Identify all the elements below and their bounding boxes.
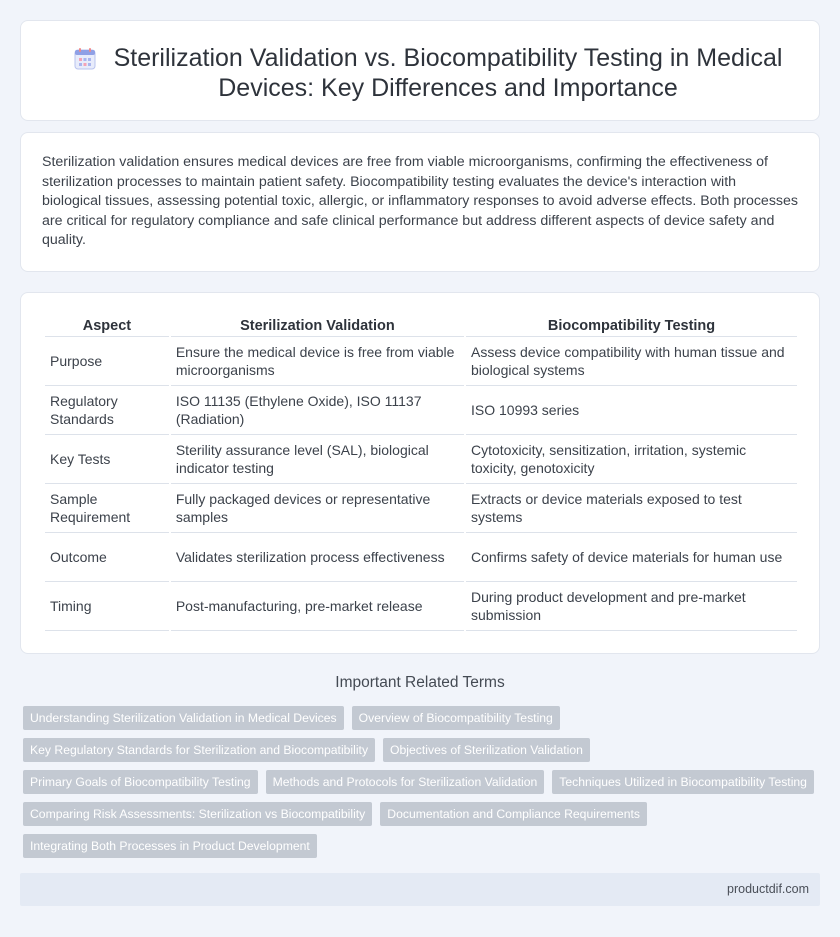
cell-aspect: Purpose bbox=[45, 337, 169, 386]
related-term-tag[interactable]: Documentation and Compliance Requirements bbox=[380, 802, 647, 826]
cell-biocompatibility: ISO 10993 series bbox=[466, 386, 797, 435]
cell-biocompatibility: Assess device compatibility with human tissue and biological systems bbox=[466, 337, 797, 386]
header-biocompatibility: Biocompatibility Testing bbox=[466, 313, 797, 337]
cell-sterilization: Sterility assurance level (SAL), biological indicator testing bbox=[171, 435, 464, 484]
related-term-tag[interactable]: Overview of Biocompatibility Testing bbox=[352, 706, 560, 730]
cell-aspect: Outcome bbox=[45, 533, 169, 582]
page-title: Sterilization Validation vs. Biocompatibility Testing in Medical Devices: Key Differences and Importance bbox=[113, 44, 783, 102]
intro-card bbox=[20, 132, 820, 272]
cell-aspect: Key Tests bbox=[45, 435, 169, 484]
related-term-tag[interactable]: Objectives of Sterilization Validation bbox=[383, 738, 590, 762]
cell-sterilization: Validates sterilization process effectiveness bbox=[171, 533, 464, 582]
comparison-table-card bbox=[20, 292, 820, 654]
related-term-tag[interactable]: Primary Goals of Biocompatibility Testing bbox=[23, 770, 258, 794]
footer bbox=[20, 873, 820, 906]
table-header-row bbox=[45, 313, 797, 337]
table-row bbox=[45, 582, 797, 631]
cell-aspect: Timing bbox=[45, 582, 169, 631]
cell-biocompatibility: Extracts or device materials exposed to test systems bbox=[466, 484, 797, 533]
related-terms-heading: Important Related Terms bbox=[335, 674, 505, 691]
cell-sterilization: ISO 11135 (Ethylene Oxide), ISO 11137 (Radiation) bbox=[171, 386, 464, 435]
related-term-tag[interactable]: Understanding Sterilization Validation in Medical Devices bbox=[23, 706, 344, 730]
intro-paragraph: Sterilization validation ensures medical devices are free from viable microorganisms, confirming the effectiveness of sterilization processes to maintain patient safety. Biocompatibility testing evaluates the device's interaction with biological tissues, assessing potential toxic, allergic, or inflammatory responses to avoid adverse effects. Both processes are critical for regulatory compliance and safe clinical performance but address different aspects of device safety and quality. bbox=[42, 154, 798, 248]
cell-sterilization: Post-manufacturing, pre-market release bbox=[171, 582, 464, 631]
calendar-icon bbox=[73, 47, 97, 71]
table-row bbox=[45, 533, 797, 582]
related-term-tag[interactable]: Techniques Utilized in Biocompatibility Testing bbox=[552, 770, 814, 794]
table-row bbox=[45, 435, 797, 484]
table-row bbox=[45, 484, 797, 533]
related-term-tag[interactable]: Key Regulatory Standards for Sterilization and Biocompatibility bbox=[23, 738, 375, 762]
cell-biocompatibility: Cytotoxicity, sensitization, irritation, systemic toxicity, genotoxicity bbox=[466, 435, 797, 484]
table-row bbox=[45, 337, 797, 386]
related-terms-list bbox=[23, 706, 823, 866]
related-term-tag[interactable]: Comparing Risk Assessments: Sterilization vs Biocompatibility bbox=[23, 802, 372, 826]
related-term-tag[interactable]: Integrating Both Processes in Product Development bbox=[23, 834, 317, 858]
comparison-table bbox=[43, 313, 799, 631]
cell-aspect: Regulatory Standards bbox=[45, 386, 169, 435]
title-card bbox=[20, 20, 820, 121]
cell-sterilization: Ensure the medical device is free from viable microorganisms bbox=[171, 337, 464, 386]
header-sterilization: Sterilization Validation bbox=[171, 313, 464, 337]
header-aspect: Aspect bbox=[45, 313, 169, 337]
table-row bbox=[45, 386, 797, 435]
cell-biocompatibility: Confirms safety of device materials for human use bbox=[466, 533, 797, 582]
cell-biocompatibility: During product development and pre-market submission bbox=[466, 582, 797, 631]
cell-sterilization: Fully packaged devices or representative samples bbox=[171, 484, 464, 533]
footer-site-link[interactable]: productdif.com bbox=[727, 882, 809, 896]
related-term-tag[interactable]: Methods and Protocols for Sterilization Validation bbox=[266, 770, 545, 794]
cell-aspect: Sample Requirement bbox=[45, 484, 169, 533]
